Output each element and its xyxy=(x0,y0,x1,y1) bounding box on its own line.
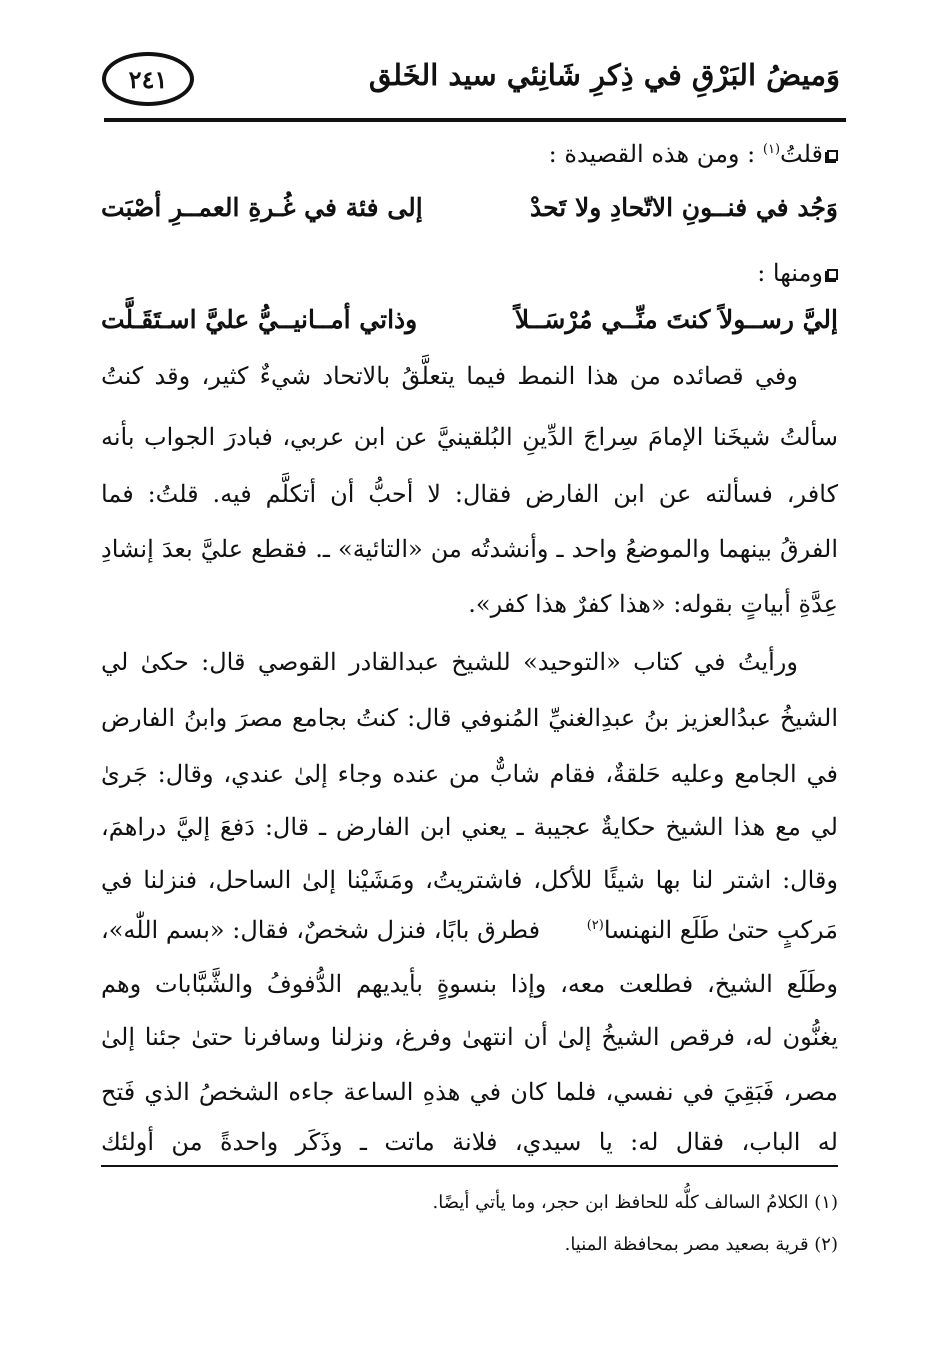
verse-1 xyxy=(101,193,838,233)
footnote-1: (١) الكلامُ السالف كلُّه للحافظ ابن حجر، وما يأتي أيضًا. xyxy=(432,1192,838,1213)
paragraph-1-line: سألتُ شيخَنا الإمامَ سِراجَ الدِّينِ البُلقينيَّ عن ابن عربي، فبادرَ الجواب بأنه xyxy=(101,423,838,451)
verse-2-first-hemistich: إليَّ رســولاً كنتَ منِّــي مُرْسَــلاً xyxy=(514,305,838,334)
book-title: وَميضُ البَرْقِ في ذِكرِ شَانِئي سيد الخَلق xyxy=(368,58,840,92)
paragraph-2-line: مصر، فَبَقِيَ في نفسي، فلما كان في هذهِ الساعة جاءه الشخصُ الذي فَتح xyxy=(101,1078,838,1106)
paragraph-2-line-start: مَركبٍ حتىٰ طَلَع النهنسا$^{(٢)}$ xyxy=(586,916,838,944)
paragraph-2-line: الشيخُ عبدُالعزيز بنُ عبدِالغنيِّ المُنوفي قال: كنتُ بجامع مصرَ وابنُ الفارض xyxy=(101,704,838,732)
paragraph-1-line: وفي قصائده من هذا النمط فيما يتعلَّقُ بالاتحاد شيءٌ كثير، وقد كنتُ xyxy=(101,362,798,390)
paragraph-2-line: وقال: اشتر لنا بها شيئًا للأكل، فاشتريتُ، ومَشَيْنا إلىٰ الساحل، فنزلنا في xyxy=(101,866,838,894)
header-rule xyxy=(104,118,846,122)
footnote-ref-1: (١) xyxy=(762,142,781,157)
verse-2 xyxy=(101,305,838,345)
intro-2-line xyxy=(101,259,838,288)
intro-label: قلتُ xyxy=(780,140,823,168)
intro-text: : ومن هذه القصيدة : xyxy=(548,140,756,168)
footnote-rule xyxy=(101,1165,838,1167)
page-header xyxy=(100,52,840,114)
paragraph-2-line-end: فطرق بابًا، فنزل شخصٌ، فقال: «بسم اللّٰه»، xyxy=(101,916,541,944)
paragraph-2-line: في الجامع وعليه حَلقةٌ، فقام شابٌّ من عنده وجاء إلىٰ عندي، وقال: جَرىٰ xyxy=(101,760,838,788)
paragraph-2-line: لي مع هذا الشيخ حكايةٌ عجيبة ـ يعني ابن الفارض ـ قال: دَفعَ إليَّ دراهمَ، xyxy=(101,813,838,841)
paragraph-2-line: له الباب، فقال له: يا سيدي، فلانة ماتت ـ وذَكَر واحدةً من أولئك xyxy=(101,1128,838,1156)
square-bullet-icon xyxy=(827,269,838,280)
paragraph-1-line: الفرقُ بينهما والموضعُ واحد ـ وأنشدتُه من «التائية» ـ. فقطع عليَّ بعدَ إنشادِ xyxy=(101,535,838,563)
paragraph-2-line: يغنُّون له، فرقص الشيخُ إلىٰ أن انتهىٰ وفرغ، ونزلنا وسافرنا حتىٰ جئنا إلىٰ xyxy=(101,1023,838,1051)
paragraph-2-line: وطَلَع الشيخ، فطلعت معه، وإذا بنسوةٍ بأيديهم الدُّفوفُ والشَّبَّابات وهم xyxy=(101,970,838,998)
intro-2-text: ومنها : xyxy=(757,259,823,287)
paragraph-2-line xyxy=(101,916,838,945)
square-bullet-icon xyxy=(827,150,838,161)
intro-line xyxy=(101,140,838,169)
paragraph-1-line: عِدَّةِ أبياتٍ بقوله: «هذا كفرٌ هذا كفر». xyxy=(468,590,838,618)
page-number-badge xyxy=(102,52,194,106)
paragraph-1-line: كافر، فسألته عن ابن الفارض فقال: لا أحبُّ أن أتكلَّم فيه. قلتُ: فما xyxy=(101,480,838,508)
verse-2-second-hemistich: وذاتي أمــانيــيُّ عليَّ اسـتَقَـلَّت xyxy=(101,305,418,334)
verse-1-first-hemistich: وَجُد في فنــونِ الاتّحادِ ولا تَحدْ xyxy=(530,193,838,222)
footnote-2: (٢) قرية بصعيد مصر بمحافظة المنيا. xyxy=(564,1234,838,1255)
paragraph-2-line: ورأيتُ في كتاب «التوحيد» للشيخ عبدالقادر القوصي قال: حكىٰ لي xyxy=(101,648,798,676)
verse-1-second-hemistich: إلى فئة في غُـرةِ العمــرِ أصْبَت xyxy=(101,193,423,222)
page-number: ٢٤١ xyxy=(128,64,168,94)
footnote-ref-2: (٢) xyxy=(586,918,604,933)
